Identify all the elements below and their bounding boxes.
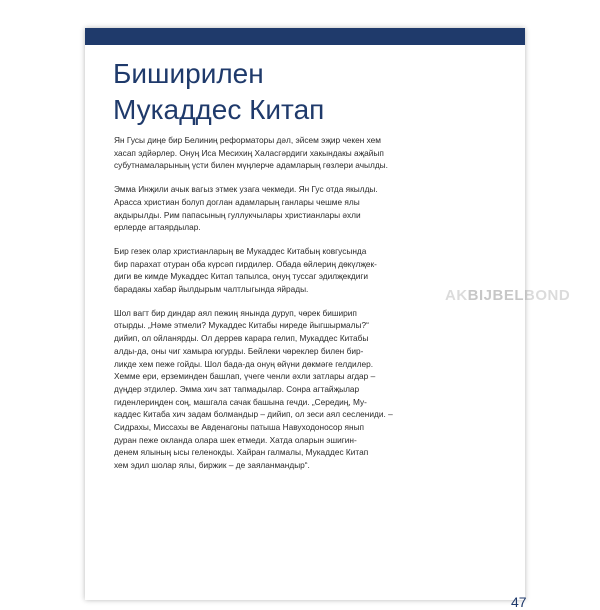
text-line: дүңдер этдилер. Эмма хич зат тапмадылар. Сонра агтайҗылар xyxy=(114,383,360,394)
text-line: Хемме ери, ерземинден башлап, үчеге ченли әхли затлары агдар – xyxy=(114,371,376,382)
text-line: Шол вагт бир диндар аял пежиң янында дуруп, чөрек биширип xyxy=(114,307,357,318)
text-line: акдырылды. Рим папасының гуллукчылары христианлары әхли xyxy=(114,209,361,220)
text-line: Арасса христиан болуп доглан адамларың ганлары чешме ялы xyxy=(114,196,360,207)
page-title xyxy=(113,56,513,128)
watermark xyxy=(445,287,570,304)
text-line: хасап эдйәрлер. Онуң Иса Месихиң Халасгәрдиги хакындакы аҗайып xyxy=(114,147,384,158)
text-line: дуран пеже окланда олара шек етмеди. Хатда оларын эшигин- xyxy=(114,434,357,445)
text-line: барадакы хабар йылдырым чалтлыгында яйрады. xyxy=(114,284,309,295)
text-line: Ян Гусы диңе бир Белиниң реформаторы дәл, эйсем эҗир чекен хем xyxy=(114,135,381,145)
text-line: Сидрахы, Миссахы ве Авденагоны патыша Навуходоносор янып xyxy=(114,422,365,433)
text-line: Бир гезек олар христианларың ве Мукаддес Китабың ковгусында xyxy=(114,245,367,256)
watermark-suffix: BOND xyxy=(524,287,571,304)
book-page xyxy=(85,28,571,610)
text-line: гиденлериңден соң, машгала сачак башына гечди. „Середиң, Му- xyxy=(114,396,367,407)
page-number: 47 xyxy=(511,594,527,610)
watermark-prefix: AK xyxy=(445,287,468,304)
title-line: Мукаддес Китап xyxy=(113,94,325,125)
text-line: денем ялының ысы геленокды. Хайран галмалы, Мукаддес Китап xyxy=(114,447,369,458)
text-line: субутнамаларының үсти билен мүңлерче адамларың гөзлери ачылды. xyxy=(114,160,388,171)
watermark-middle: BIJBEL xyxy=(467,287,525,304)
text-line: отырды. „Нәме этмели? Мукаддес Китабы ниреде йыгшырмалы?“ xyxy=(114,320,369,331)
body-text xyxy=(114,134,498,483)
text-line: Эмма Инҗили ачык вагыз этмек узага чекмеди. Ян Гус отда якылды. xyxy=(114,184,378,195)
paragraph xyxy=(114,245,498,296)
text-line: бир парахат отуран оба күрсәп гирдилер. Обада өйлериң дөкүлҗек- xyxy=(114,258,377,269)
text-line: хем эдил шолар ялы, биржик – де заяланмандыр“. xyxy=(114,460,310,471)
paragraph xyxy=(114,307,498,472)
paragraph xyxy=(114,183,498,234)
text-line: ерлерде агтаярдылар. xyxy=(114,222,201,233)
paragraph xyxy=(114,134,498,172)
text-line: каддес Китаба хич задам болмандыр – дийип, ол зеси аял сеслениди. – xyxy=(114,409,393,420)
header-accent-bar xyxy=(85,28,525,45)
text-line: диги ве кимде Мукаддес Китап тапылса, онуң туссаг эдилҗекдиги xyxy=(114,271,369,282)
text-line: алды-да, оны чиг хамыра югурды. Бейлеки чөреклер билен бир- xyxy=(114,345,364,356)
title-line: Биширилен xyxy=(113,58,264,89)
text-line: дийип, ол ойланярды. Ол деррев карара гелип, Мукаддес Китабы xyxy=(114,333,369,344)
text-line: ликде хем пеже гойды. Шол бада-да онуң өйүни дөкмәге гелдилер. xyxy=(114,358,374,369)
